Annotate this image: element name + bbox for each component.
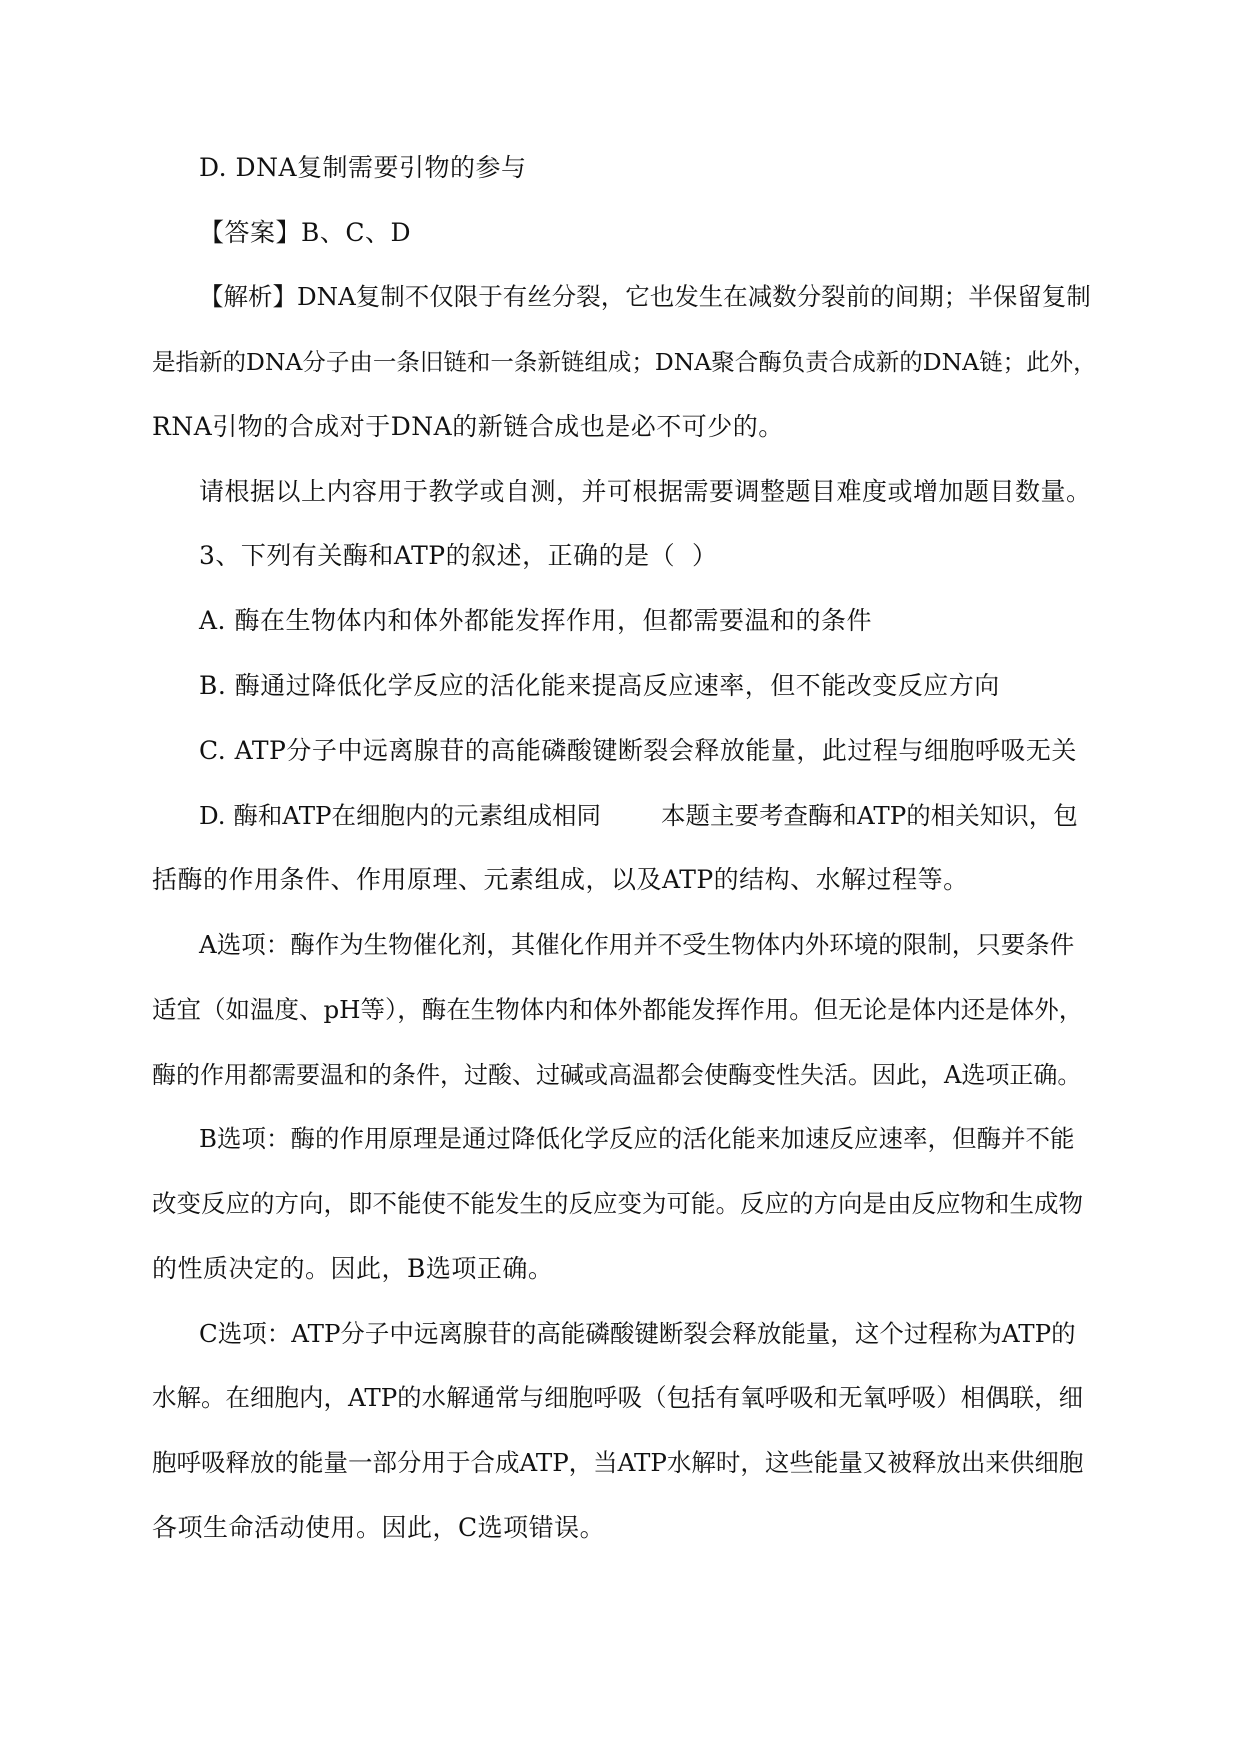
option-a-analysis-1: A选项：酶作为生物催化剂，其催化作用并不受生物体内外环境的限制，只要条件 [199, 930, 1075, 959]
explanation-intro-start: 本题主要考查酶和ATP的相关知识，包 [661, 801, 1078, 830]
option-c-analysis-4: 各项生命活动使用。因此，C选项错误。 [152, 1513, 606, 1542]
question-3-stem: 3、下列有关酶和ATP的叙述，正确的是（ ） [199, 541, 718, 570]
option-b-analysis-3: 的性质决定的。因此，B选项正确。 [152, 1254, 554, 1283]
analysis-line-1: 【解析】DNA复制不仅限于有丝分裂，它也发生在减数分裂前的间期；半保留复制 [199, 282, 1091, 311]
option-a-analysis-3: 酶的作用都需要温和的条件，过酸、过碱或高温都会使酶变性失活。因此，A选项正确。 [152, 1061, 1082, 1089]
analysis-line-2: 是指新的DNA分子由一条旧链和一条新链组成；DNA聚合酶负责合成新的DNA链；此外， [152, 348, 1097, 376]
option-c-analysis-1: C选项：ATP分子中远离腺苷的高能磷酸键断裂会释放能量，这个过程称为ATP的 [199, 1319, 1076, 1348]
option-b-analysis-1: B选项：酶的作用原理是通过降低化学反应的活化能来加速反应速率，但酶并不能 [199, 1124, 1075, 1153]
option-c-analysis-3: 胞呼吸释放的能量一部分用于合成ATP，当ATP水解时，这些能量又被释放出来供细胞 [152, 1448, 1084, 1477]
option-c: C. ATP分子中远离腺苷的高能磷酸键断裂会释放能量，此过程与细胞呼吸无关 [199, 736, 1077, 765]
option-a-analysis-2: 适宜（如温度、pH等），酶在生物体内和体外都能发挥作用。但无论是体内还是体外， [152, 995, 1084, 1024]
option-c-analysis-2: 水解。在细胞内，ATP的水解通常与细胞呼吸（包括有氧呼吸和无氧呼吸）相偶联，细 [152, 1383, 1084, 1412]
analysis-line-3: RNA引物的合成对于DNA的新链合成也是必不可少的。 [152, 412, 784, 441]
option-b-analysis-2: 改变反应的方向，即不能使不能发生的反应变为可能。反应的方向是由反应物和生成物 [152, 1189, 1083, 1218]
option-d-text: D. 酶和ATP在细胞内的元素组成相同 [199, 801, 602, 830]
answer-line: 【答案】B、C、D [199, 218, 412, 247]
explanation-intro-end: 括酶的作用条件、作用原理、元素组成，以及ATP的结构、水解过程等。 [152, 865, 969, 894]
instruction-line: 请根据以上内容用于教学或自测，并可根据需要调整题目难度或增加题目数量。 [199, 477, 1092, 506]
option-a: A. 酶在生物体内和体外都能发挥作用，但都需要温和的条件 [199, 606, 872, 635]
option-b: B. 酶通过降低化学反应的活化能来提高反应速率，但不能改变反应方向 [199, 671, 1000, 700]
option-d-line [199, 800, 1078, 832]
option-d-dna: D. DNA复制需要引物的参与 [199, 153, 527, 182]
